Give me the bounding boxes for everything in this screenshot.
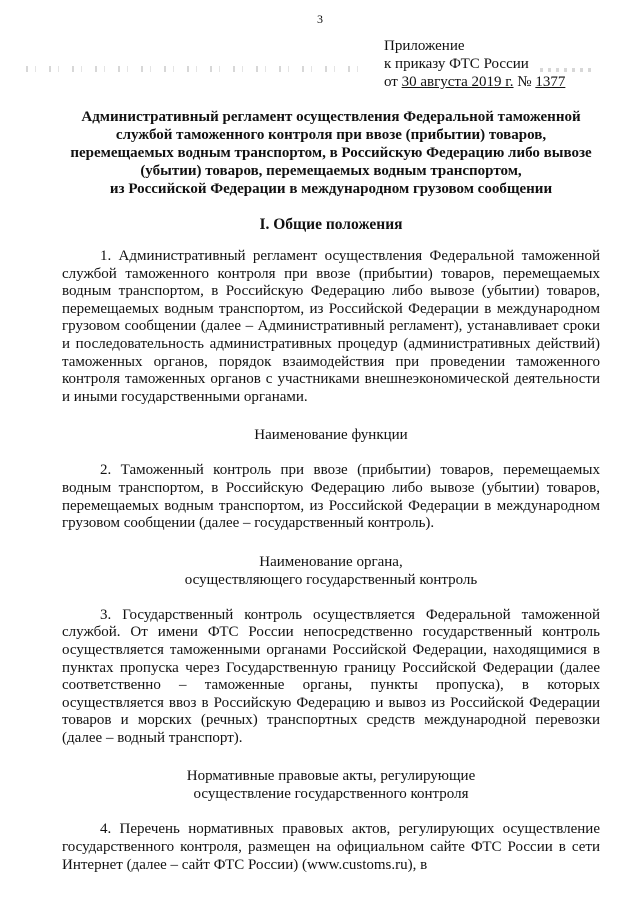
- paragraph-1: 1. Административный регламент осуществления Федеральной таможенной службой таможенного контроля при ввозе (прибытии) товаров, перемещаемых водным транспортом, в Российскую Федерацию либо вывозе (убытии) товаров, перемещаемых водным транспортом, из Российской Федерации в международном грузовом сообщении (далее – Административный регламент), устанавливает сроки и последовательность административных процедур (административных действий) таможенных органов, порядок взаимодействия при проведении таможенного контроля таможенных органов с участниками внешнеэкономической деятельности и иными государственными органами.: [62, 248, 600, 405]
- page-number: 3: [317, 12, 323, 26]
- title-line: перемещаемых водным транспортом, в Российскую Федерацию либо вывозе: [70, 145, 592, 161]
- heading-acts-line: осуществление государственного контроля: [193, 786, 469, 803]
- appendix-date-prefix: от: [384, 74, 402, 90]
- title-line: службой таможенного контроля при ввозе (прибытии) товаров,: [115, 127, 547, 143]
- appendix-date: 30 августа 2019 г.: [401, 74, 514, 90]
- heading-organ-line: осуществляющего государственный контроль: [184, 571, 478, 588]
- appendix-label: Приложение: [384, 38, 465, 54]
- section-heading: I. Общие положения: [259, 216, 403, 233]
- appendix-date-line: [384, 73, 565, 91]
- heading-function-line: Наименование функции: [254, 427, 408, 444]
- paragraph-3: 3. Государственный контроль осуществляется Федеральной таможенной службой. От имени ФТС России непосредственно государственный контроль осуществляется таможенными органами Российской Федерации, находящимися в пунктах пропуска через Государственную границу Российской Федерации (далее соответственно – таможенные органы, пункты пропуска), в которых осуществляется ввоз в Российскую Федерацию и вывоз из Российской Федерации товаров и морских (речных) транспортных средств международной перевозки (далее – водный транспорт).: [62, 606, 600, 746]
- heading-organ: [62, 553, 600, 589]
- appendix-number: 1377: [535, 74, 566, 90]
- title-line: (убытии) товаров, перемещаемых водным транспортом,: [140, 163, 522, 179]
- title-line: из Российской Федерации в международном грузовом сообщении: [109, 181, 553, 197]
- paragraph-2: 2. Таможенный контроль при ввозе (прибытии) товаров, перемещаемых водным транспортом, в Российскую Федерацию либо вывозе (убытии) товаров, перемещаемых водным транспортом, из Российской Федерации в международном грузовом сообщении (далее – государственный контроль).: [62, 462, 600, 532]
- heading-acts: [62, 767, 600, 803]
- scan-artifact: [26, 66, 366, 72]
- document-title: [62, 108, 600, 198]
- heading-function: [62, 426, 600, 444]
- appendix-number-sign: №: [513, 74, 536, 90]
- document-body: [62, 108, 600, 874]
- appendix-block: [384, 37, 565, 91]
- heading-acts-line: Нормативные правовые акты, регулирующие: [186, 768, 476, 785]
- appendix-order-ref: к приказу ФТС России: [384, 56, 529, 72]
- heading-organ-line: Наименование органа,: [259, 553, 403, 570]
- paragraph-4: 4. Перечень нормативных правовых актов, регулирующих осуществление государственного контроля, размещен на официальном сайте ФТС России в сети Интернет (далее – сайт ФТС России) (www.customs.ru), в: [62, 821, 600, 873]
- title-line: Административный регламент осуществления Федеральной таможенной: [81, 109, 581, 125]
